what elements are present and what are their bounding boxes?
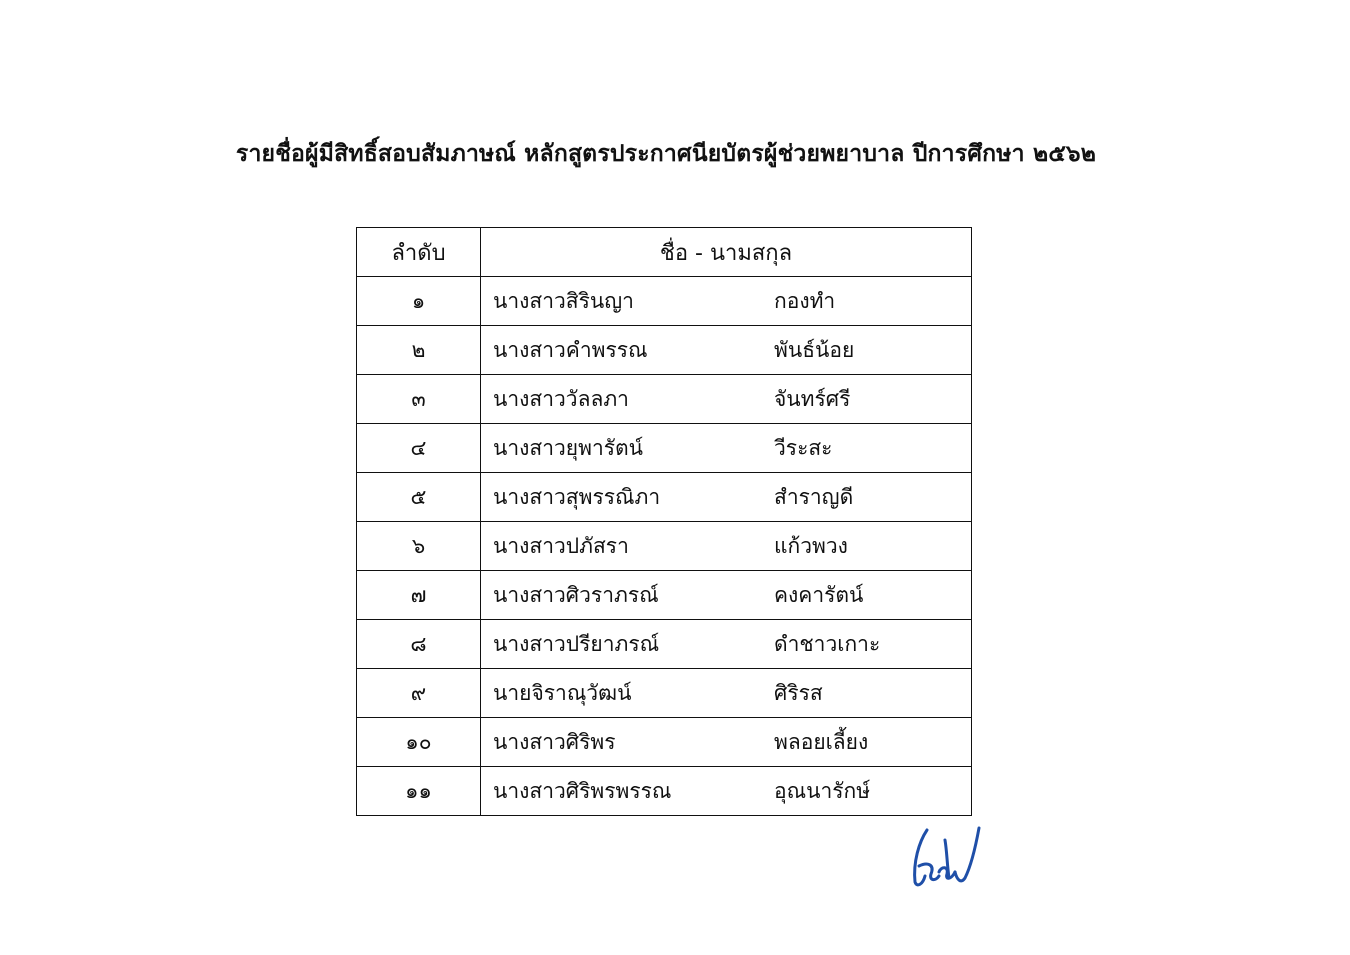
row-number: ๕	[357, 473, 481, 522]
signature-mark	[905, 822, 985, 892]
table-body	[357, 277, 972, 816]
table-row	[357, 277, 972, 326]
first-name: นางสาวปภัสรา	[493, 533, 629, 558]
last-name: ศิริรส	[774, 680, 823, 705]
name-cell	[481, 669, 972, 718]
table-row	[357, 326, 972, 375]
name-cell	[481, 277, 972, 326]
first-name: นางสาวศิวราภรณ์	[493, 582, 659, 607]
row-number: ๑	[357, 277, 481, 326]
row-number: ๘	[357, 620, 481, 669]
table-header-row	[357, 228, 972, 277]
last-name: วีระสะ	[774, 435, 833, 460]
row-number: ๒	[357, 326, 481, 375]
first-name: นางสาวสิรินญา	[493, 288, 634, 313]
name-cell	[481, 473, 972, 522]
first-name: นายจิราณุวัฒน์	[493, 680, 632, 705]
last-name: แก้วพวง	[774, 533, 848, 558]
first-name: นางสาวยุพารัตน์	[493, 435, 644, 460]
table-row	[357, 571, 972, 620]
last-name: ดำชาวเกาะ	[774, 631, 881, 656]
table-row	[357, 767, 972, 816]
document-title: รายชื่อผู้มีสิทธิ์สอบสัมภาษณ์ หลักสูตรประกาศนียบัตรผู้ช่วยพยาบาล ปีการศึกษา ๒๕๖๒	[235, 141, 1097, 167]
last-name: กองทำ	[774, 288, 836, 313]
table-row	[357, 522, 972, 571]
name-cell	[481, 767, 972, 816]
table-row	[357, 718, 972, 767]
table-row	[357, 424, 972, 473]
header-full-name: ชื่อ - นามสกุล	[481, 228, 972, 277]
candidate-table	[356, 227, 972, 816]
last-name: พันธ์น้อย	[774, 337, 855, 362]
name-cell	[481, 326, 972, 375]
last-name: จันทร์ศรี	[774, 386, 851, 411]
row-number: ๗	[357, 571, 481, 620]
table-row	[357, 669, 972, 718]
table-row	[357, 620, 972, 669]
header-order: ลำดับ	[357, 228, 481, 277]
first-name: นางสาวปรียาภรณ์	[493, 631, 660, 656]
first-name: นางสาววัลลภา	[493, 386, 629, 411]
row-number: ๖	[357, 522, 481, 571]
last-name: พลอยเลี้ยง	[774, 729, 869, 754]
name-cell	[481, 571, 972, 620]
row-number: ๙	[357, 669, 481, 718]
first-name: นางสาวคำพรรณ	[493, 337, 648, 362]
first-name: นางสาวสุพรรณิภา	[493, 484, 661, 509]
row-number: ๔	[357, 424, 481, 473]
table-row	[357, 375, 972, 424]
last-name: สำราญดี	[774, 484, 854, 509]
name-cell	[481, 718, 972, 767]
first-name: นางสาวศิริพรพรรณ	[493, 778, 672, 803]
table-row	[357, 473, 972, 522]
name-cell	[481, 522, 972, 571]
row-number: ๑๐	[357, 718, 481, 767]
row-number: ๑๑	[357, 767, 481, 816]
last-name: คงคารัตน์	[774, 582, 864, 607]
last-name: อุณนารักษ์	[774, 778, 871, 803]
first-name: นางสาวศิริพร	[493, 729, 616, 754]
name-cell	[481, 424, 972, 473]
name-cell	[481, 620, 972, 669]
row-number: ๓	[357, 375, 481, 424]
name-cell	[481, 375, 972, 424]
